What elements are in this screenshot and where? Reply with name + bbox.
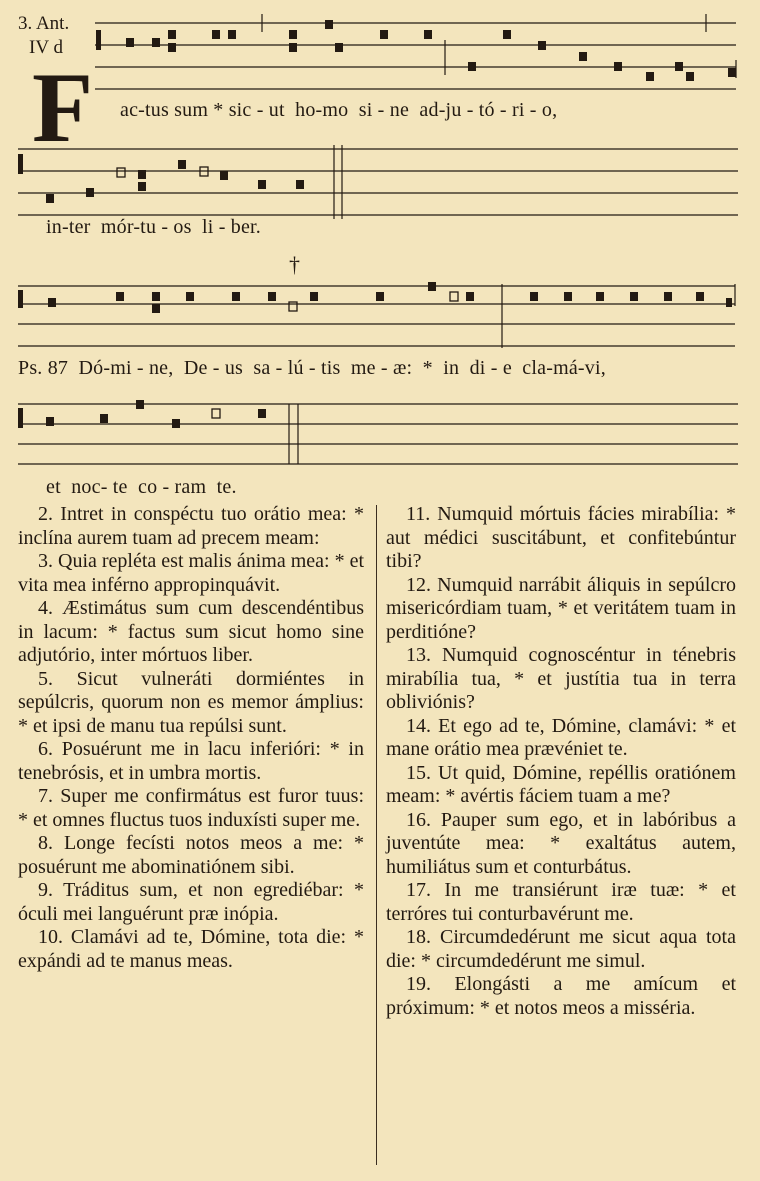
psalm-lyric-line-1: Ps. 87 Dó-mi - ne, De - us sa - lú - tis me - æ: * in di - e cla-má-vi, [18,357,606,379]
antiphon-lyric-line-1: ac-tus sum * sic - ut ho-mo si - ne ad-ju - tó - ri - o, [120,99,558,121]
cross-mark: † [289,252,300,277]
antiphon-staff-1 [0,0,760,100]
verse: 10. Clamávi ad te, Dómine, tota die: * expándi ad te manus meas. [18,926,364,972]
verse: 14. Et ego ad te, Dómine, clamávi: * et mane orátio mea prævéniet te. [386,714,736,760]
verse: 18. Circumdedérunt me sicut aqua tota die: * circumdedérunt me simul. [386,926,736,972]
verse: 13. Numquid cognoscéntur in ténebris mirabília tua, * et justítia tua in terra obliviónis? [386,644,736,713]
psalm-staff-2 [0,392,760,472]
verse: 16. Pauper sum ego, et in labóribus a juventúte mea: * exaltátus autem, humiliátus sum et conturbátus. [386,808,736,878]
verses-left-column [18,503,364,973]
antiphon-lyric-line-2: in-ter mór-tu - os li - ber. [46,216,261,238]
verse: 4. Æstimátus sum cum descendéntibus in lacum: * factus sum sicut homo sine adjutório, inter mórtuos liber. [18,597,364,666]
verse: 6. Posuérunt me in lacu inferióri: * in tenebrósis, et in umbra mortis. [18,738,364,784]
antiphon-initial: F [32,52,94,163]
verse: 2. Intret in conspéctu tuo orátio mea: * inclína aurem tuam ad precem meam: [18,503,364,549]
verse: 19. Elongásti a me amícum et próximum: * et notos meos a misséria. [386,973,736,1019]
antiphon-number: 3. Ant. [18,13,70,34]
verse: 17. In me transiérunt iræ tuæ: * et terróres tui conturbavérunt me. [386,879,736,925]
verse: 11. Numquid mórtuis fácies mirabília: * aut médici suscitábunt, et confitebúntur tibi? [386,503,736,572]
verses-right-column [386,503,736,1020]
verse: 3. Quia repléta est malis ánima mea: * et vita mea inférno appropinquávit. [18,550,364,596]
verse: 8. Longe fecísti notos meos a me: * posuérunt me abominatiónem sibi. [18,832,364,878]
verse: 7. Super me confirmátus est furor tuus: * et omnes fluctus tuos induxísti super me. [18,785,364,831]
psalm-staff-1 [0,270,760,360]
antiphon-staff-2 [0,140,760,220]
verse: 9. Tráditus sum, et non egrediébar: * óculi mei languérunt præ inópia. [18,879,364,925]
verse: 15. Ut quid, Dómine, repéllis oratiónem meam: * avértis fáciem tuam a me? [386,761,736,807]
verse: 5. Sicut vulneráti dormiéntes in sepúlcris, quorum non es memor ámplius: * et ipsi de manu tua repúlsi sunt. [18,667,364,737]
column-divider [376,505,377,1165]
antiphon-mode: IV d [29,37,63,58]
verse: 12. Numquid narrábit áliquis in sepúlcro misericórdiam tuam, * et veritátem tuam in perditióne? [386,573,736,643]
psalm-lyric-line-2: et noc- te co - ram te. [46,476,237,498]
